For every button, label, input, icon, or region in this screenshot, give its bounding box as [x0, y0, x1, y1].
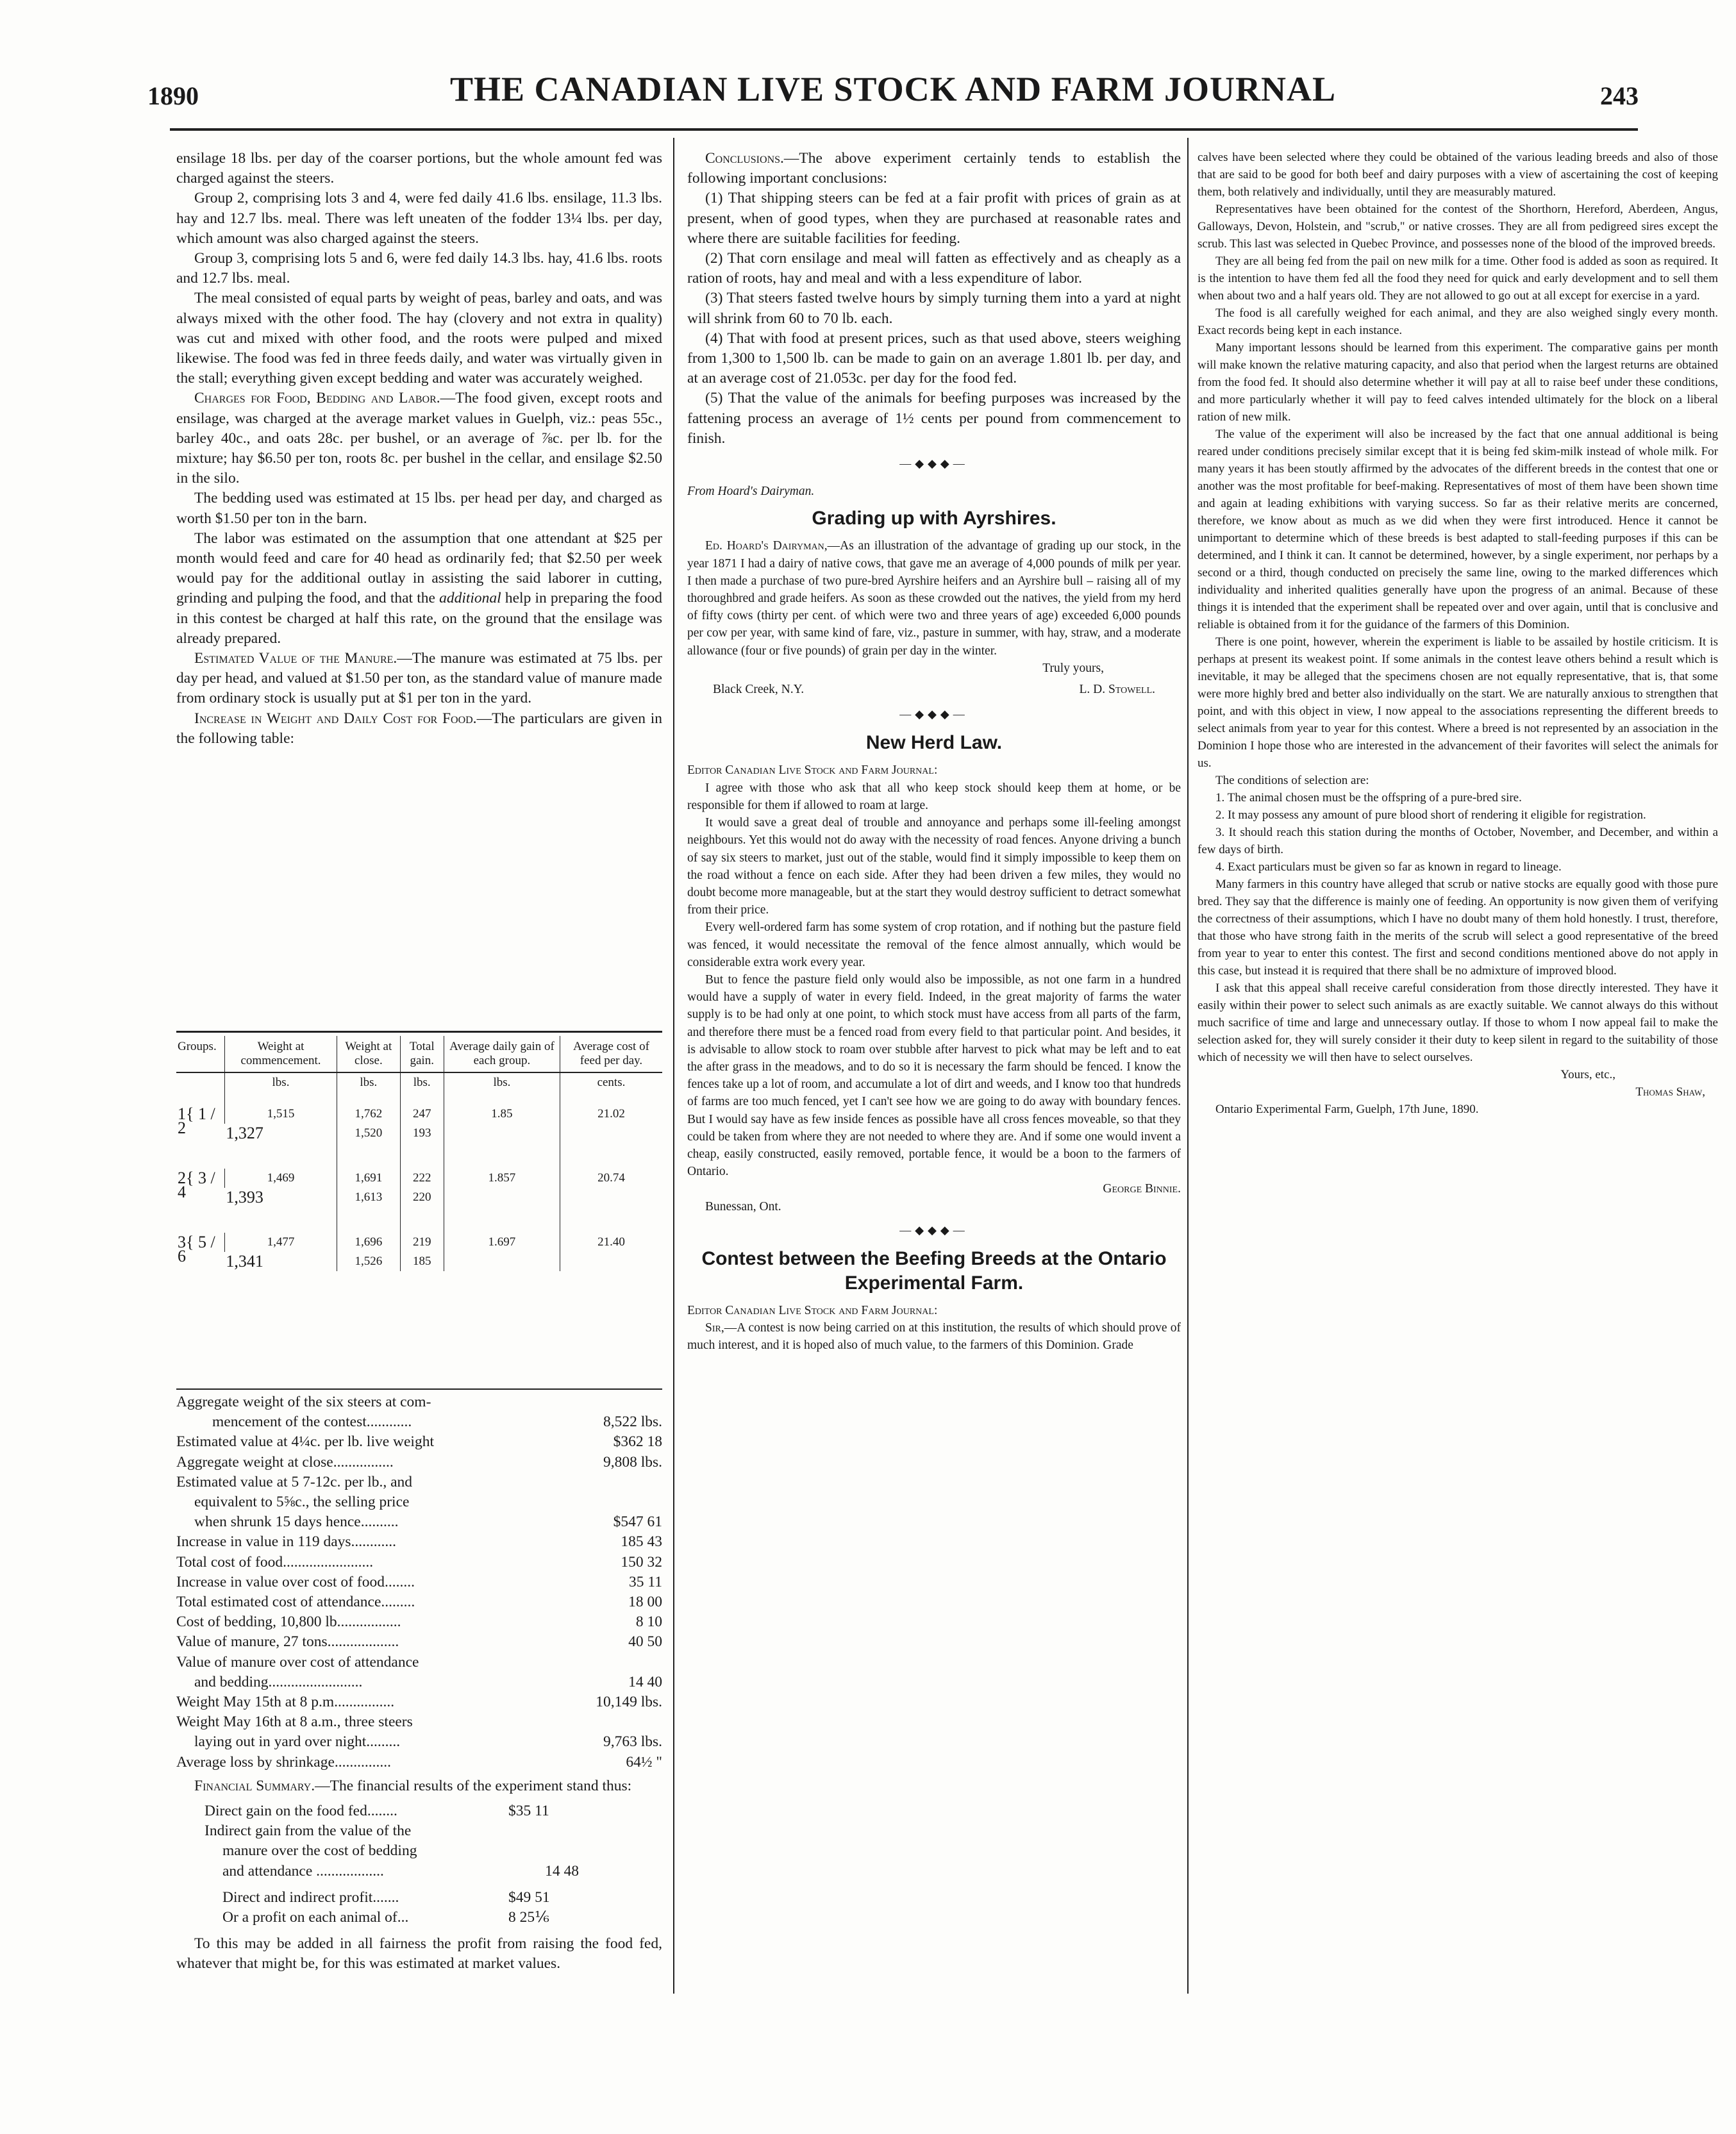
summary-block — [176, 1392, 662, 1974]
summary-row: Total estimated cost of attendance......... 18 00 — [176, 1594, 662, 1611]
weight-table — [176, 1036, 662, 1392]
paragraph: It would save a great deal of trouble and annoyance and perhaps some ill-feeling amongst neighbours. Yet this would not do away with the necessity of road fences. Anyone driving a bunch of say six steers to market, just out of the stable, would find it simply impossible to keep them on the road without a fence on each side. After they had been driven a few miles, they would no doubt become more manageable, but at the start they would destroy sufficient to detract somewhat from their price. — [687, 816, 1181, 917]
column-rule-1 — [673, 138, 674, 1994]
paragraph: There is one point, however, wherein the experiment is liable to be assailed by hostile criticism. It is perhaps at present its weakest point. If some animals in the contest leave others behind a result which is inevitable, it may be alleged that the specimens chosen are not equally representative, that is, that some were more highly bred and better also individually on the start. We are naturally anxious to strengthen that point, and with this object in view, I now appeal to the associations representing the different breeds to select animals from year to year for this contest. Where a breed is not represented by an association in the Dominion I hope those who are interested in the advancement of their favorites will select the animals for us. — [1198, 635, 1718, 770]
summary-row: Estimated value at 5 7-12c. per lb., and — [176, 1473, 413, 1490]
table-units-row: lbs. lbs. lbs. lbs. cents. — [176, 1072, 662, 1105]
summary-row: Direct and indirect profit....... $49 51 — [222, 1888, 550, 1906]
section-heading: Financial Summary. — [194, 1777, 315, 1794]
list-item: 4. Exact particulars must be given so far as known in regard to lineage. — [1215, 860, 1562, 874]
signature: L. D. Stowell. — [1079, 683, 1155, 697]
paragraph: The food is all carefully weighed for each animal, and they are also weighed singly every month. Exact records being kept in each instance. — [1198, 306, 1718, 337]
paragraph: To this may be added in all fairness the profit from raising the food fed, whatever that might be, for this was estimated at market values. — [176, 1935, 662, 1972]
summary-row: and bedding......................... 14 40 — [194, 1673, 662, 1690]
signature: Thomas Shaw, — [1635, 1085, 1705, 1099]
paragraph: The value of the experiment will also be increased by the fact that one annual additional is being reared under conditions precisely similar except that it is being fed skim-milk instead of whole milk. For many years it has been stoutly affirmed by the advocates of the different breeds in the contest that one or another was the most profitable for beef-making. Representatives of most of them have been shown time and again at leading exhibitions with varying success. So far as their relative merits are concerned, therefore, we know about as much as we did when they were first introduced. Hence it cannot be unimportant to determine which of these breeds is best adapted to stall-feeding purposes if this can be determined, and I think it can. It cannot be determined, however, by a single experiment, nor perhaps by a second or a third, though conducted on precisely the same line, owing to the marked differences which individuality and inherited qualities generally have upon the progress of an animal. Because of these things it is intended that the experiment shall be repeated over and over again, until that is conclusive and reliable is obtained from it for the guidance of the farmers of this Dominion. — [1198, 428, 1718, 631]
table-header: Weight at close. — [337, 1036, 400, 1072]
table-header: Weight at commencement. — [224, 1036, 337, 1072]
column-1 — [176, 149, 662, 749]
paragraph: ensilage 18 lbs. per day of the coarser portions, but the whole amount fed was charged against the steers. — [176, 150, 662, 187]
list-item: (5) That the value of the animals for beefing purposes was increased by the fattening process an average of 1½ cents per pound from commencement to finish. — [687, 390, 1181, 447]
paragraph: The bedding used was estimated at 15 lbs. per head per day, and charged as worth $1.50 per ton in the barn. — [176, 490, 662, 527]
paragraph: Financial Summary.—The financial results of the experiment stand thus: — [194, 1777, 632, 1794]
salutation: Editor Canadian Live Stock and Farm Journal: — [687, 1303, 938, 1317]
table-header-row — [176, 1036, 662, 1072]
paragraph: Sir,—A contest is now being carried on at this institution, the results of which should prove of much interest, and it is hoped also of much value, to the farmers of this Dominion. Grade — [687, 1321, 1181, 1353]
table-header: Average daily gain of each group. — [444, 1036, 560, 1072]
paragraph: They are all being fed from the pail on new milk for a time. Other food is added as soon as required. It is the intention to have them fed all the food they need for quick and early development and to sell them when about two and a half years old. They are not allowed to go out at all except for exercise in a yard. — [1198, 254, 1718, 303]
paragraph: Charges for Food, Bedding and Labor.—The food given, except roots and ensilage, was charged at the average market values in Guelph, viz.: peas 55c., barley 40c., and oats 28c. per bushel, or an average of ⅞c. per lb. for the mixture; hay $6.50 per ton, roots 8c. per bushel in the cellar, and ensilage $2.50 in the silo. — [176, 390, 662, 487]
paragraph: I agree with those who ask that all who keep stock should keep them at home, or be responsible for them if allowed to roam at large. — [687, 781, 1181, 812]
paragraph: Conclusions.—The above experiment certainly tends to establish the following important conclusions: — [687, 150, 1181, 187]
list-item: (2) That corn ensilage and meal will fatten as effectively and as cheaply as a ration of roots, hay and meal and with a less expenditure of labor. — [687, 250, 1181, 287]
paragraph: The conditions of selection are: — [1215, 774, 1369, 787]
article-headline: New Herd Law. — [865, 732, 1003, 754]
closing: Truly yours, — [1042, 661, 1104, 675]
table-header: Groups. — [176, 1036, 224, 1072]
signature-row — [687, 679, 1181, 699]
summary-row: Or a profit on each animal of... 8 25⅙ — [222, 1909, 549, 1926]
paragraph: The meal consisted of equal parts by weight of peas, barley and oats, and was always mixed with the other food. The hay (clovery and not extra in quality) was cut and mixed with other food, and the roots were pulped and mixed likewise. The food was fed in three feeds daily, and water was virtually given in the stall; everything given except bedding and water was accurately weighed. — [176, 290, 662, 387]
paragraph: The labor was estimated on the assumption that one attendant at $25 per month would feed and care for 40 head as ordinarily fed; that $2.50 per week would pay for the additional outlay in assisting the said laborer in cutting, grinding and pulping the food, and that the additional help in preparing the food in this contest be charged at half this rate, on the ground that the ensilage was already prepared. — [176, 529, 662, 647]
summary-row: when shrunk 15 days hence.......... $547 61 — [194, 1513, 662, 1531]
table-header: Average cost of feed per day. — [560, 1036, 662, 1072]
ornament-divider: —◆◆◆— — [899, 1223, 969, 1237]
paragraph: I ask that this appeal shall receive careful consideration from those directly interested. They have it easily within their power to select such animals as are exactly suitable. We cannot always do this without much sacrifice of time and large and unnecessary outlay. If those to whom I now appeal fail to make the selection asked for, they will surely consider it their duty to keep silent in regard to the suitability of those which of necessity we will then have to select ourselves. — [1198, 981, 1718, 1064]
summary-row: Value of manure, 27 tons................... 40 50 — [176, 1633, 662, 1651]
article-headline: Contest between the Beefing Breeds at the Ontario Experimental Farm. — [701, 1247, 1167, 1294]
place: Bunessan, Ont. — [705, 1199, 781, 1213]
list-item: 3. It should reach this station during the months of October, November, and December, and within a few days of birth. — [1198, 826, 1718, 856]
summary-row: Indirect gain from the value of the — [204, 1822, 412, 1840]
list-item: 1. The animal chosen must be the offspring of a pure-bred sire. — [1215, 791, 1522, 804]
summary-row: Weight May 15th at 8 p.m................ 10,149 lbs. — [176, 1694, 662, 1711]
closing: Yours, etc., — [1560, 1068, 1615, 1081]
summary-row: Direct gain on the food fed........ $35 11 — [204, 1803, 549, 1820]
summary-row: Total cost of food........................ 150 32 — [176, 1553, 662, 1571]
table-row: 1,393 1,613 220 — [176, 1188, 662, 1233]
salutation: Editor Canadian Live Stock and Farm Journal: — [687, 763, 938, 778]
ornament-divider: —◆◆◆— — [899, 457, 969, 471]
group-label: 1{ 1 / 2 — [178, 1105, 215, 1137]
list-item: 2. It may possess any amount of pure blood short of rendering it eligible for registration. — [1215, 808, 1646, 822]
financial-summary — [176, 1801, 662, 1928]
page-number: 243 — [1600, 81, 1639, 110]
table-row: 3{ 5 / 6 1,477 1,696 219 1.697 21.40 — [176, 1233, 662, 1252]
signature: George Binnie. — [1103, 1182, 1181, 1196]
summary-row: Estimated value at 4¼c. per lb. live weight $362 18 — [176, 1433, 662, 1451]
summary-row: mencement of the contest............ 8,522 lbs. — [212, 1413, 662, 1431]
section-heading: Conclusions. — [705, 150, 784, 167]
summary-row: Increase in value in 119 days............ 185 43 — [176, 1533, 662, 1551]
journal-title: THE CANADIAN LIVE STOCK AND FARM JOURNAL — [449, 70, 1337, 108]
paragraph: Group 3, comprising lots 5 and 6, were fed daily 14.3 lbs. hay, 41.6 lbs. roots and 12.7 lbs. meal. — [176, 250, 662, 287]
section-heading: Increase in Weight and Daily Cost for Food. — [194, 710, 477, 727]
table-header: Total gain. — [400, 1036, 444, 1072]
paragraph: Many farmers in this country have alleged that scrub or native stocks are equally good with those pure bred. They say that the difference is mainly one of feeding. An opportunity is now given them of verifying the correctness of their assumptions, which I have no doubt many of them hold honestly. I trust, therefore, that those who have strong faith in the merits of the scrub will select a good representative of the breed from year to year to enter this contest. The first and second conditions mentioned above do not apply in this case, but instead it is required that there shall be no admixture of improved blood. — [1198, 878, 1718, 978]
place: Ontario Experimental Farm, Guelph, 17th June, 1890. — [1215, 1103, 1479, 1116]
group-label: 2{ 3 / 4 — [178, 1169, 215, 1201]
ornament-divider: —◆◆◆— — [899, 708, 969, 721]
column-3 — [1198, 149, 1718, 1118]
section-heading: Estimated Value of the Manure. — [194, 650, 397, 667]
byline: From Hoard's Dairyman. — [687, 485, 815, 499]
paragraph: calves have been selected where they could be obtained of the various leading breeds and also of those that are said to be good for both beef and dairy purposes with a view of ascertaining the cost of keeping them, both relatively and individually, until they are measurably matured. — [1198, 151, 1718, 199]
summary-row: Average loss by shrinkage............... 64½ " — [176, 1753, 662, 1771]
paragraph: Every well-ordered farm has some system of crop rotation, and if nothing but the pasture field was fenced, it would necessitate the removal of the fence almost annually, which would be considerable extra work every year. — [687, 921, 1181, 969]
summary-row: laying out in yard over night......... 9,763 lbs. — [194, 1733, 662, 1751]
section-heading: Charges for Food, Bedding and Labor. — [194, 390, 440, 407]
summary-row: Aggregate weight of the six steers at com- — [176, 1394, 431, 1410]
table-row: 1,341 1,526 185 — [176, 1252, 662, 1271]
summary-row: Weight May 16th at 8 a.m., three steers — [176, 1713, 413, 1731]
summary-row: manure over the cost of bedding — [222, 1842, 417, 1860]
summary-row: Increase in value over cost of food........ 35 11 — [176, 1573, 662, 1590]
table-row: 1{ 1 / 2 1,515 1,762 247 1.85 21.02 — [176, 1105, 662, 1124]
article-headline: Grading up with Ayrshires. — [812, 508, 1056, 529]
summary-row: Value of manure over cost of attendance — [176, 1653, 419, 1671]
summary-row: Cost of bedding, 10,800 lb................. 8 10 — [176, 1613, 662, 1631]
summary-row: and attendance .................. 14 48 — [222, 1862, 579, 1880]
summary-row: Aggregate weight at close................ 9,808 lbs. — [176, 1453, 662, 1471]
paragraph: Many important lessons should be learned from this experiment. The comparative gains per month will make known the relative maturing capacity, and also that period when the largest returns are obtained from the food fed. It should also determine whether it will pay at all to raise beef under these conditions, and more particularly whether it will pay to feed calves intended ultimately for the block on a liberal ration of new milk. — [1198, 341, 1718, 424]
column-rule-2 — [1187, 138, 1189, 1994]
place: Black Creek, N.Y. — [713, 683, 805, 697]
list-item: (1) That shipping steers can be fed at a fair profit with prices of grain as at present, when of good types, when they are purchased at reasonable rates and where there are suitable facilities for feeding. — [687, 190, 1181, 247]
table-top-rule — [176, 1031, 662, 1033]
paragraph: Estimated Value of the Manure.—The manure was estimated at 75 lbs. per day per head, and valued at $1.50 per ton, as the standard value of manure made from ordinary stock is usually put at $1 per ton in the yard. — [176, 650, 662, 707]
table-row: 2{ 3 / 4 1,469 1,691 222 1.857 20.74 — [176, 1169, 662, 1188]
list-item: (4) That with food at present prices, such as that used above, steers weighing from 1,300 to 1,500 lb. can be made to gain on an average 1.801 lb. per day, and at an average cost of 21.053c. per day for the food fed. — [687, 329, 1181, 387]
group-label: 3{ 5 / 6 — [178, 1233, 215, 1265]
paragraph: Ed. Hoard's Dairyman,—As an illustration of the advantage of grading up our stock, in the year 1871 I had a dairy of native cows, that gave me an average of 4,000 pounds of milk per year. I then made a purchase of two pure-bred Ayrshire heifers and an Ayrshire bull – raising all of my thoroughbred and grade heifers. As soon as these crowded out the natives, the yield from my herd of fifty cows (thirty per cent. of which were two and three years of age) exceeded 6,000 pounds per cow per year, with same kind of fare, viz., pasture in summer, with hay, straw, and a moderate allowance (four or five pounds) of grain per day in the winter. — [687, 539, 1181, 658]
list-item: (3) That steers fasted twelve hours by simply turning them into a yard at night will shrink from 60 to 70 lb. each. — [687, 290, 1181, 327]
paragraph: But to fence the pasture field only would also be impossible, as not one farm in a hundred would have a supply of water in every field. Indeed, in the great majority of farms the water supply is to be had only at one point, to which stock must have access from all parts of the farm, and therefore there must be a fenced road from every field to that particular point. And besides, it is advisable to allow stock to roam over stubble after harvest to pick what may be left and to eat the after grass in the meadows, and to do so it is necessary the farm should be fenced. I know the fences take up a lot of room, and accumulate a lot of dirt and weeds, and I know too that hundreds of farms are too much fenced, yet I can't see how we are going to do away with boundary fences. But I would say have as few inside fences as possible have all cross fences moveable, so that they could be taken from where they are not needed to where they are. And if some one would invent a cheap, easily constructed, easily removed, portable fence, it would be a boon to the farmers of Ontario. — [687, 972, 1181, 1179]
paragraph: Representatives have been obtained for the contest of the Shorthorn, Hereford, Aberdeen, Angus, Galloways, Devon, Holstein, and "scrub," or native crosses. They are all from pedigreed sires except the scrub. This last was selected in Quebec Province, and possesses none of the blood of the improved breeds. — [1198, 203, 1718, 251]
column-2 — [687, 149, 1181, 1355]
summary-row: equivalent to 5⅝c., the selling price — [194, 1494, 410, 1511]
table-row: 1,327 1,520 193 — [176, 1124, 662, 1169]
header-rule — [170, 128, 1638, 131]
page-header — [147, 69, 1639, 121]
paragraph: Increase in Weight and Daily Cost for Food.—The particulars are given in the following table: — [176, 710, 662, 747]
paragraph: Group 2, comprising lots 3 and 4, were fed daily 41.6 lbs. ensilage, 11.3 lbs. hay and 12.7 lbs. meal. There was left uneaten of the fodder 13¼ lbs. per day, which amount was also charged against the steers. — [176, 190, 662, 247]
page-year: 1890 — [147, 81, 199, 110]
